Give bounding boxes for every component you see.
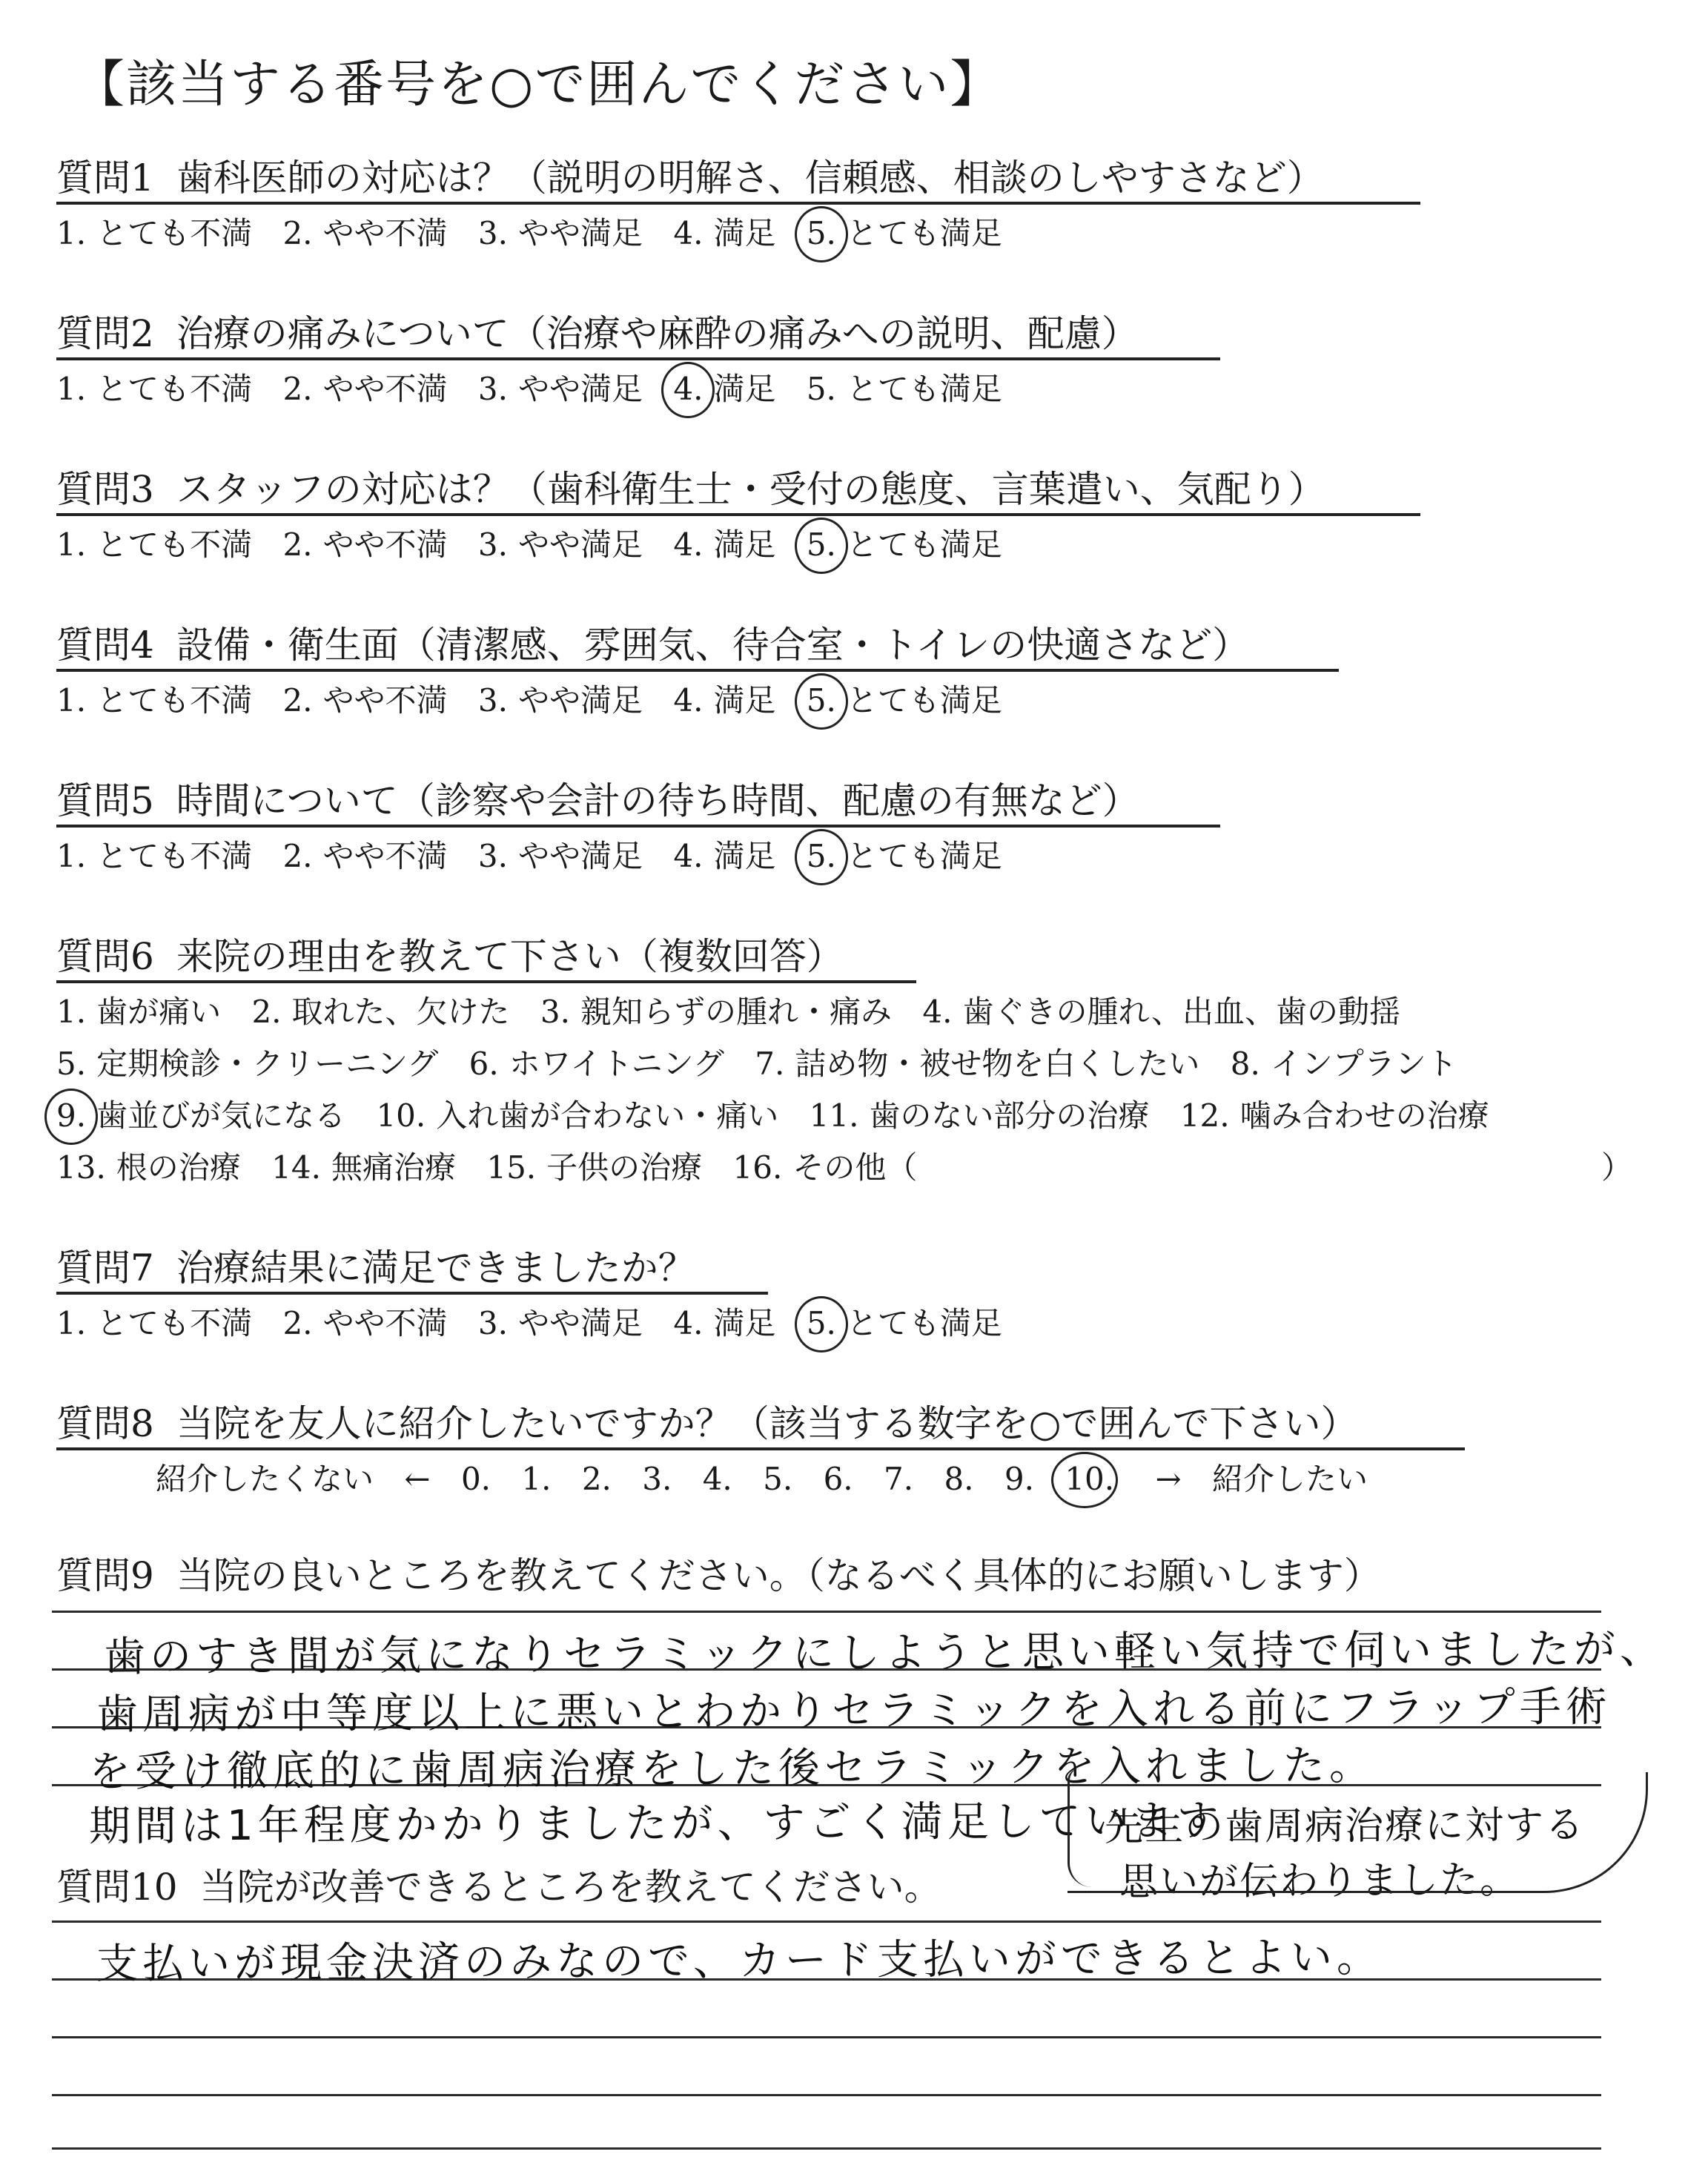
handwritten-answer-line: 歯周病が中等度以上に悪いとわかりセラミックを入れる前にフラップ手術 [96,1682,1612,1740]
question-underline [56,980,916,983]
q8-option-4[interactable]: 4. [702,1461,732,1497]
left-arrow-icon: ← [404,1461,431,1497]
recommend-label: 紹介したい [1212,1461,1368,1497]
q6-option-9-selected[interactable]: 9. 歯並びが気になる [56,1097,346,1134]
q7-option-4[interactable]: 4. 満足 [673,1305,776,1341]
q8-option-6[interactable]: 6. [823,1461,853,1497]
right-arrow-icon: → [1155,1461,1182,1497]
q8-option-0[interactable]: 0. [460,1461,491,1497]
q6-option-11[interactable]: 11. 歯のない部分の治療 [809,1097,1150,1134]
question-underline [56,513,1420,516]
q1-option-5-selected[interactable]: 5. とても満足 [806,215,1002,251]
q1-options [56,209,1023,254]
handwritten-bracket [1068,1768,1092,1887]
q8-option-1[interactable]: 1. [521,1461,552,1497]
q3-option-5-selected[interactable]: 5. とても満足 [806,526,1002,563]
q6-option-5[interactable]: 5. 定期検診・クリーニング [56,1046,439,1082]
q2-option-5[interactable]: 5. とても満足 [806,371,1002,407]
q3-options [56,521,1023,565]
question-9 [56,1546,1381,1599]
question-underline [56,825,1220,828]
q4-option-2[interactable]: 2. やや不満 [282,682,448,719]
q1-option-1[interactable]: 1. とても不満 [56,215,253,251]
ruled-line [52,2094,1601,2096]
q6-options-row-4 [56,1143,938,1188]
q2-option-1[interactable]: 1. とても不満 [56,371,253,407]
question-underline [56,202,1420,205]
question-text: 設備・衛生面（清潔感、雰囲気、待合室・トイレの快適さなど） [176,624,1250,667]
question-underline [56,1292,768,1295]
page-title: 【該当する番号を○で囲んでください】 [74,56,1002,114]
q3-option-1[interactable]: 1. とても不満 [56,526,253,563]
handwritten-answer-line: 歯のすき間が気になりセラミックにしようと思い軽い気持で伺いましたが、 [103,1625,1666,1682]
question-text: 歯科医師の対応は？（説明の明解さ、信頼感、相談のしやすさなど） [176,156,1324,199]
q6-option-3[interactable]: 3. 親知らずの腫れ・痛み [540,994,892,1030]
handwritten-side-note-line: 先生の歯周病治療に対する [1104,1803,1586,1850]
question-5 [56,771,1139,825]
question-7 [56,1238,695,1292]
question-number: 質問9 [56,1554,154,1597]
q7-option-1[interactable]: 1. とても不満 [56,1305,253,1341]
question-8 [56,1394,1357,1447]
q5-option-5-selected[interactable]: 5. とても満足 [806,838,1002,874]
q1-option-3[interactable]: 3. やや満足 [477,215,643,251]
q2-options [56,365,1023,409]
q6-option-7[interactable]: 7. 詰め物・被せ物を白くしたい [755,1046,1200,1082]
q2-option-4-selected[interactable]: 4. 満足 [673,371,776,407]
question-number: 質問3 [56,468,154,511]
q8-option-5[interactable]: 5. [763,1461,793,1497]
q6-option-10[interactable]: 10. 入れ歯が合わない・痛い [376,1097,779,1134]
q2-option-3[interactable]: 3. やや満足 [477,371,643,407]
question-number: 質問1 [56,156,154,199]
q6-option-16-other[interactable]: 16. その他（ [732,1149,918,1186]
q1-option-4[interactable]: 4. 満足 [673,215,776,251]
handwritten-bracket [1068,1772,1648,1893]
question-number: 質問2 [56,312,154,355]
handwritten-side-note-line: 思いが伝わりました。 [1119,1857,1520,1905]
q1-option-2[interactable]: 2. やや不満 [282,215,448,251]
q4-option-3[interactable]: 3. やや満足 [477,682,643,719]
q6-option-12[interactable]: 12. 噛み合わせの治療 [1179,1097,1489,1134]
q5-option-3[interactable]: 3. やや満足 [477,838,643,874]
q4-option-5-selected[interactable]: 5. とても満足 [806,682,1002,719]
question-6 [56,927,844,980]
q7-options [56,1299,1023,1344]
question-text: 当院を友人に紹介したいですか？（該当する数字を○で囲んで下さい） [176,1402,1358,1445]
question-text: 当院が改善できるところを教えてください。 [199,1866,941,1909]
handwritten-answer-line: 期間は1年程度かかりましたが、すごく満足しています [88,1796,1223,1852]
q4-option-1[interactable]: 1. とても不満 [56,682,253,719]
q7-option-3[interactable]: 3. やや満足 [477,1305,643,1341]
q8-scale [156,1455,1388,1499]
question-number: 質問6 [56,935,154,978]
q6-option-4[interactable]: 4. 歯ぐきの腫れ、出血、歯の動揺 [922,994,1400,1030]
q5-option-1[interactable]: 1. とても不満 [56,838,253,874]
question-number: 質問10 [56,1866,178,1909]
q2-option-2[interactable]: 2. やや不満 [282,371,448,407]
q4-option-4[interactable]: 4. 満足 [673,682,776,719]
ruled-line [52,1611,1601,1613]
ruled-line [52,2036,1601,2038]
q6-option-13[interactable]: 13. 根の治療 [56,1149,241,1186]
question-text: スタッフの対応は？（歯科衛生士・受付の態度、言葉遣い、気配り） [176,468,1325,511]
question-text: 治療結果に満足できましたか？ [176,1246,695,1289]
ruled-line [52,1920,1601,1923]
question-text: 来院の理由を教えて下さい（複数回答） [176,935,844,978]
question-1 [56,148,1324,202]
q5-options [56,832,1023,876]
question-3 [56,460,1325,513]
q6-option-6[interactable]: 6. ホワイトニング [469,1046,724,1082]
q8-option-10-selected[interactable]: 10. [1065,1461,1115,1497]
question-4 [56,615,1249,669]
question-text: 治療の痛みについて（治療や麻酔の痛みへの説明、配慮） [176,312,1139,355]
q6-option-2[interactable]: 2. 取れた、欠けた [251,994,510,1030]
q8-option-3[interactable]: 3. [642,1461,672,1497]
question-number: 質問4 [56,624,154,667]
question-underline [56,1447,1465,1450]
q6-option-1[interactable]: 1. 歯が痛い [56,994,222,1030]
q8-option-2[interactable]: 2. [581,1461,612,1497]
handwritten-answer-line: を受け徹底的に歯周病治療をした後セラミックを入れました。 [88,1741,1376,1797]
q3-option-2[interactable]: 2. やや不満 [282,526,448,563]
question-number: 質問8 [56,1402,154,1445]
q3-option-4[interactable]: 4. 満足 [673,526,776,563]
question-number: 質問5 [56,779,154,822]
question-2 [56,304,1139,357]
question-10 [56,1857,941,1911]
q7-option-5-selected[interactable]: 5. とても満足 [806,1305,1002,1341]
q4-options [56,676,1023,721]
question-underline [56,357,1220,360]
q8-option-7[interactable]: 7. [884,1461,914,1497]
ruled-line [52,2147,1601,2150]
q6-options-row-1 [56,988,1421,1032]
q6-option-8[interactable]: 8. インプラント [1230,1046,1457,1082]
q3-option-3[interactable]: 3. やや満足 [477,526,643,563]
q8-option-9[interactable]: 9. [1004,1461,1034,1497]
question-text: 時間について（診察や会計の待ち時間、配慮の有無など） [176,779,1139,822]
other-paren-close: ） [1601,1149,1633,1186]
q7-option-2[interactable]: 2. やや不満 [282,1305,448,1341]
question-text: 当院の良いところを教えてください。（なるべく具体的にお願いします） [176,1554,1381,1597]
q8-option-8[interactable]: 8. [944,1461,974,1497]
q6-options-row-2 [56,1040,1478,1084]
q6-options-row-3 [56,1091,1510,1136]
q6-option-14[interactable]: 14. 無痛治療 [271,1149,456,1186]
q6-option-15[interactable]: 15. 子供の治療 [486,1149,703,1186]
q5-option-4[interactable]: 4. 満足 [673,838,776,874]
question-number: 質問7 [56,1246,154,1289]
handwritten-answer-line: 支払いが現金決済のみなので、カード支払いができるとよい。 [96,1933,1383,1989]
not-recommend-label: 紹介したくない [156,1461,374,1497]
question-underline [56,669,1339,672]
q5-option-2[interactable]: 2. やや不満 [282,838,448,874]
